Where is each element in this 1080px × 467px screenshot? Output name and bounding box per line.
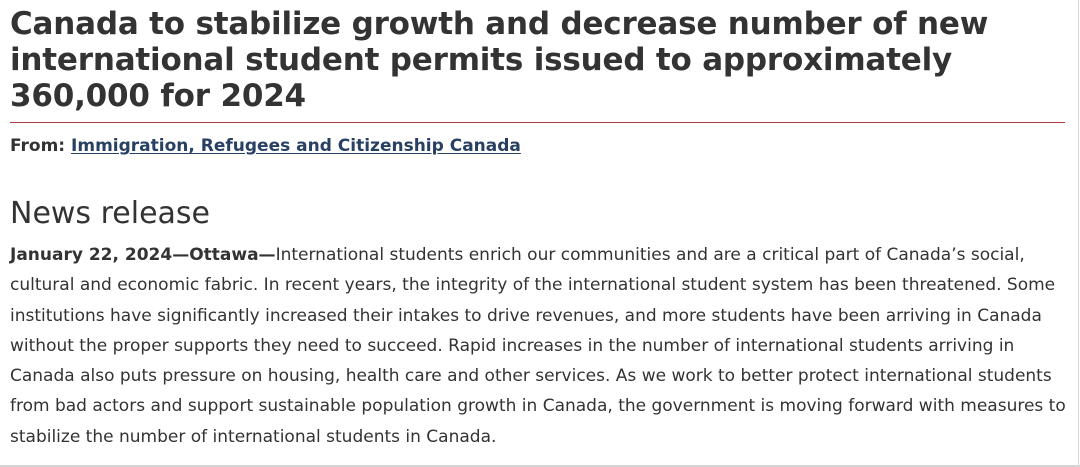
page-title: Canada to stabilize growth and decrease number of new international student permits issued to approximately 360,000 for 2024 xyxy=(10,6,989,114)
dateline: January 22, 2024—Ottawa— xyxy=(10,245,276,265)
title-divider xyxy=(10,122,1065,123)
news-release-page xyxy=(10,0,1066,452)
release-body-text: International students enrich our communities and are a critical part of Canada’s social, cultural and economic fabric. In recent years, the integrity of the international student system has been threatened. Some institutions have significantly increased their intakes to drive revenues, and more students have been arriving in Canada without the proper supports they need to succeed. Rapid increases in the number of international students arriving in Canada also puts pressure on housing, health care and other services. As we work to better protect international students from bad actors and support sustainable population growth in Canada, the government is moving forward with measures to stabilize the number of international students in Canada. xyxy=(10,245,1066,447)
from-label: From: xyxy=(10,136,72,156)
release-paragraph xyxy=(10,240,1066,452)
right-edge-divider xyxy=(1078,0,1079,467)
section-heading: News release xyxy=(10,196,210,231)
department-link[interactable]: Immigration, Refugees and Citizenship Canada xyxy=(71,136,521,156)
from-line xyxy=(10,135,1066,157)
